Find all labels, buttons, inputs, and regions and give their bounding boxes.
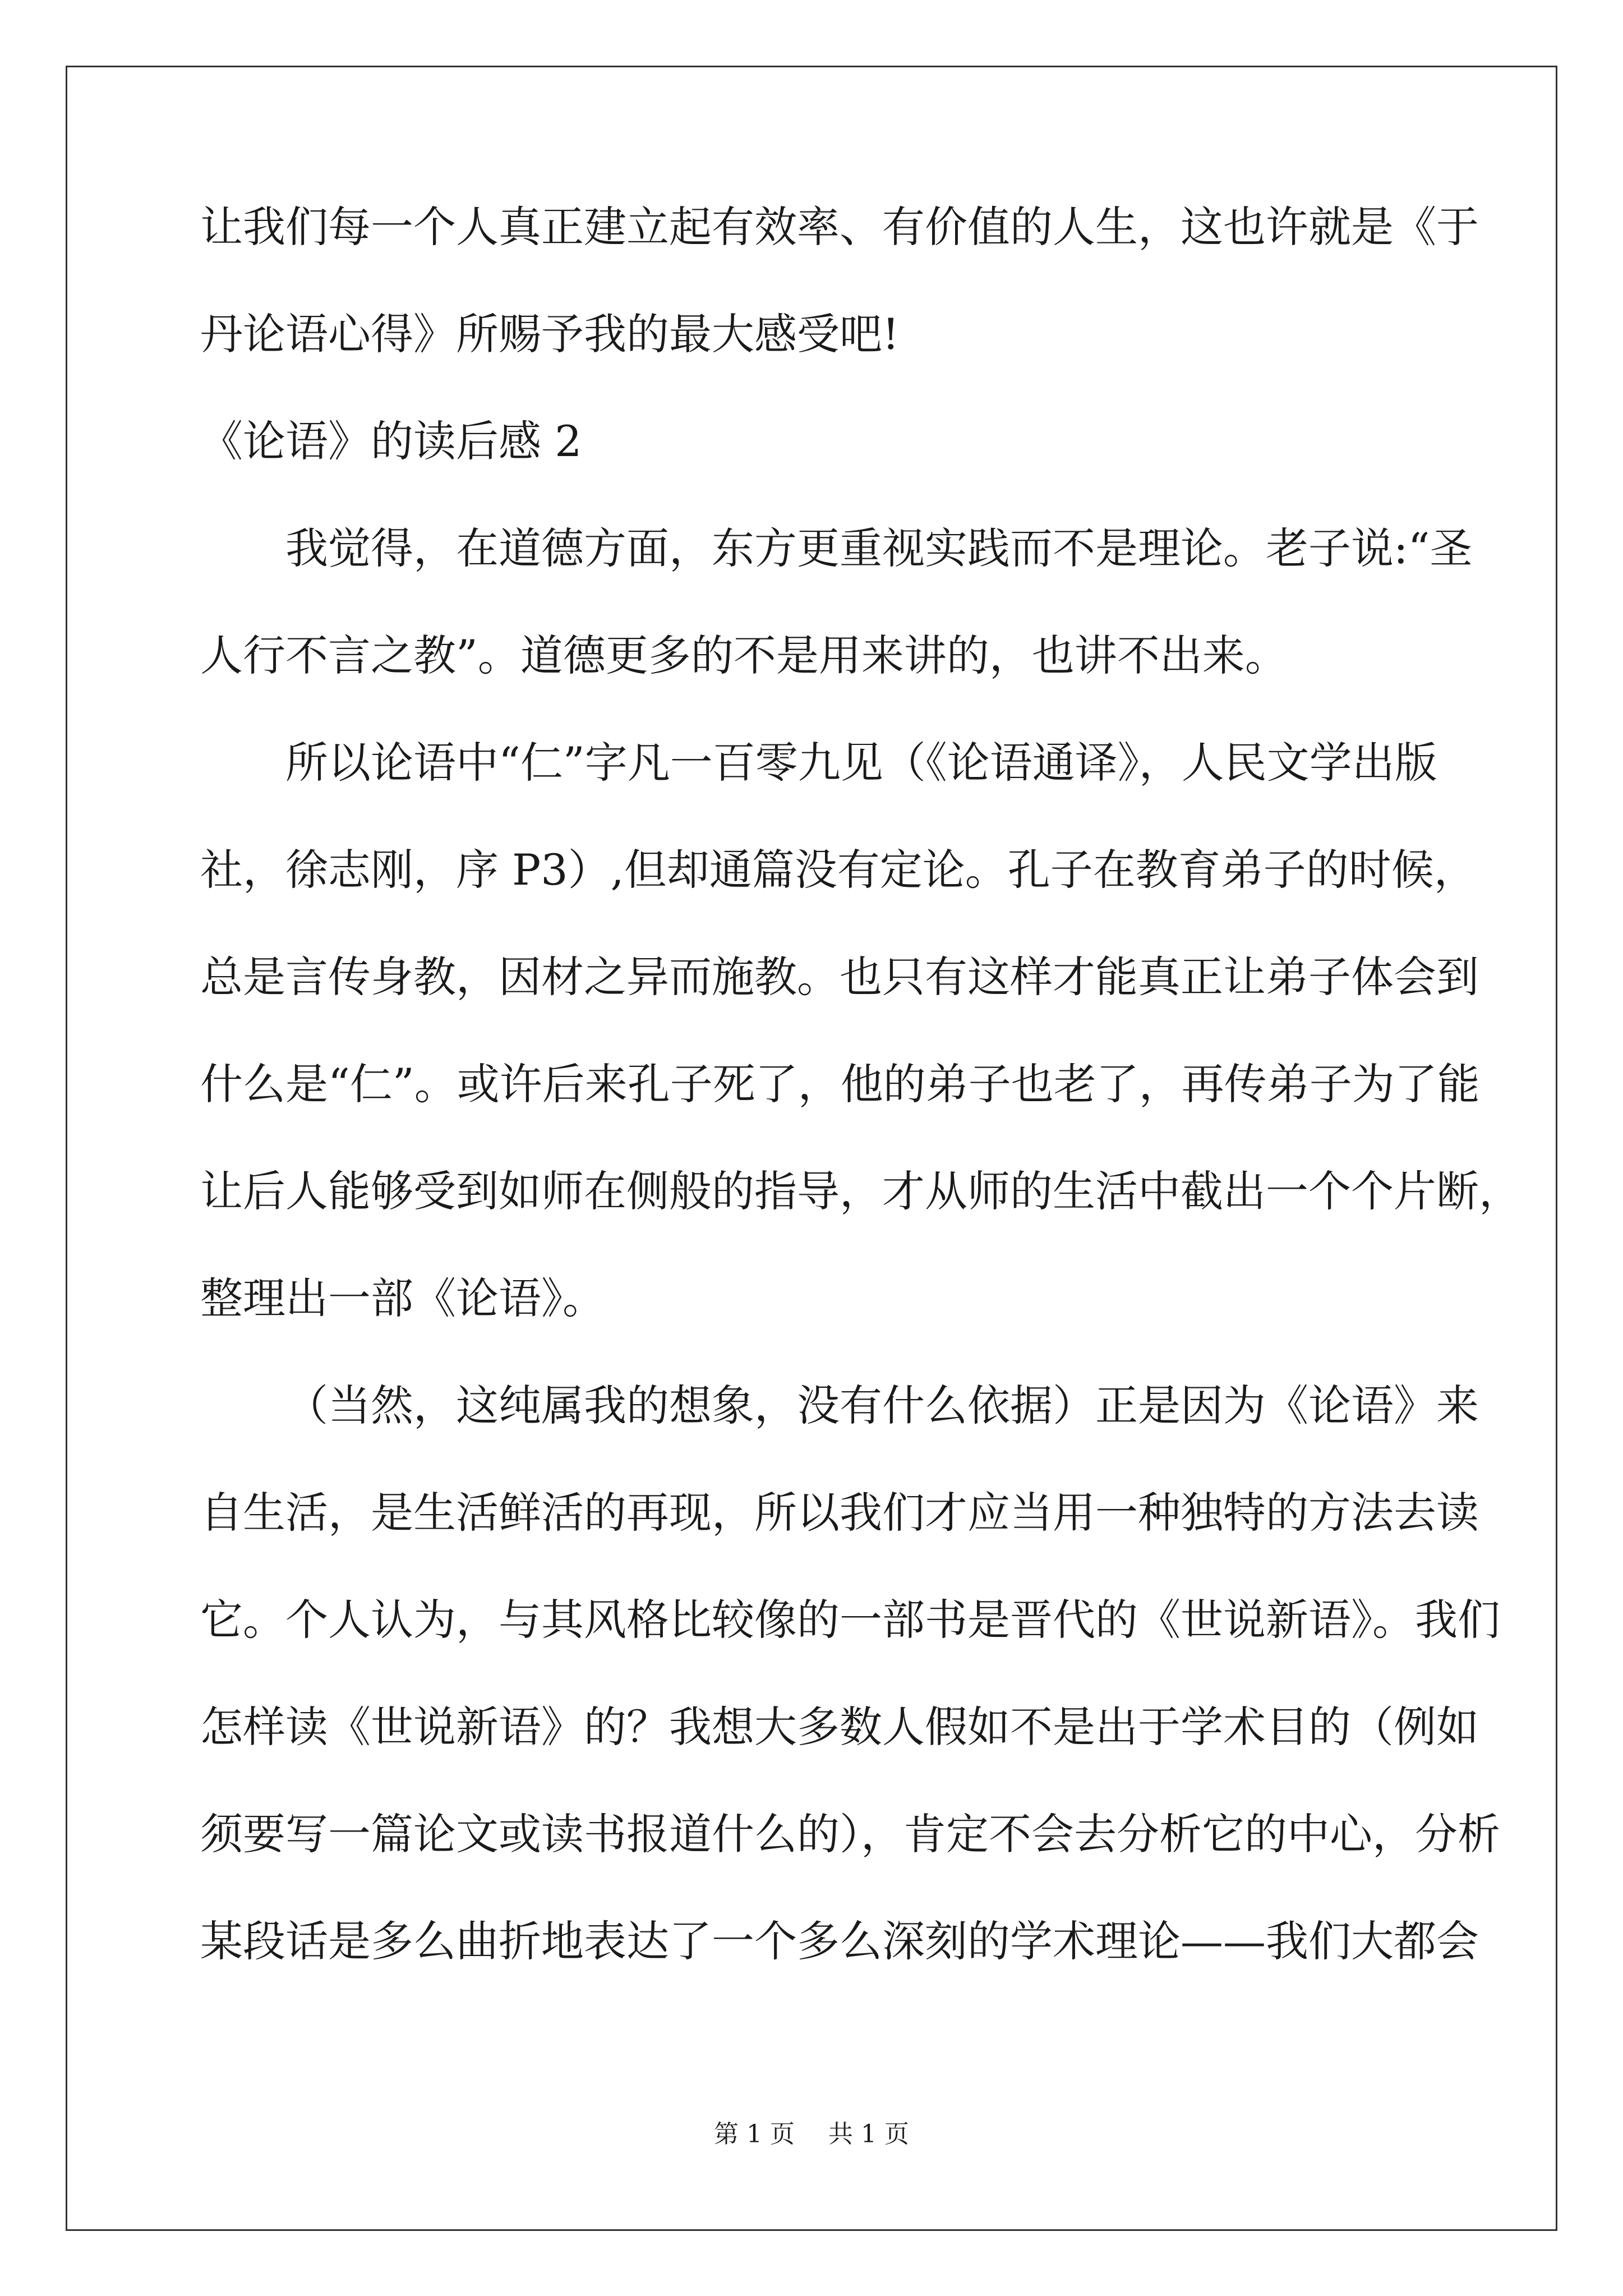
text-line: 丹论语心得》所赐予我的最大感受吧! — [200, 309, 900, 359]
text-line: 总是言传身教，因材之异而施教。也只有这样才能真正让弟子体会到 — [200, 952, 1479, 1002]
section-heading: 《论语》的读后感 2 — [200, 416, 582, 466]
text-line: 自生活，是生活鲜活的再现，所以我们才应当用一种独特的方法去读 — [200, 1488, 1479, 1538]
text-line: 它。个人认为，与其风格比较像的一部书是晋代的《世说新语》。我们 — [200, 1595, 1500, 1645]
paragraph-start: 我觉得，在道德方面，东方更重视实践而不是理论。老子说:“圣 — [285, 523, 1473, 573]
text-line: 怎样读《世说新语》的？我想大多数人假如不是出于学术目的（例如 — [200, 1702, 1479, 1752]
paragraph-start: 所以论语中“仁”字凡一百零九见（《论语通译》，人民文学出版 — [285, 738, 1437, 788]
text-line: 须要写一篇论文或读书报道什么的），肯定不会去分析它的中心，分析 — [200, 1809, 1500, 1859]
text-line: 人行不言之教”。道德更多的不是用来讲的，也讲不出来。 — [200, 631, 1288, 680]
text-line: 什么是“仁”。或许后来孔子死了，他的弟子也老了，再传弟子为了能 — [200, 1059, 1480, 1109]
document-body — [200, 199, 1521, 1970]
text-line: 社，徐志刚，序 P3）,但却通篇没有定论。孔子在教育弟子的时候， — [200, 845, 1477, 895]
text-line: 整理出一部《论语》。 — [200, 1273, 605, 1323]
text-line: 让后人能够受到如师在侧般的指导，才从师的生活中截出一个个片断， — [200, 1166, 1521, 1216]
text-line: 某段话是多么曲折地表达了一个多么深刻的学术理论——我们大都会 — [200, 1916, 1479, 1966]
page-footer — [0, 2118, 1623, 2151]
page-number: 第 1 页 — [714, 2120, 795, 2148]
paragraph-start: （当然，这纯属我的想象，没有什么依据）正是因为《论语》来 — [285, 1381, 1479, 1430]
text-line: 让我们每一个人真正建立起有效率、有价值的人生，这也许就是《于 — [200, 202, 1479, 252]
page-total: 共 1 页 — [828, 2120, 909, 2148]
